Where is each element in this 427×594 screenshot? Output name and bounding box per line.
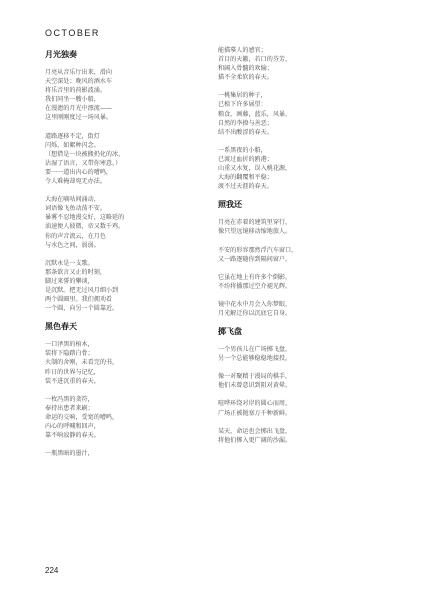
poem-line: 大海在嘀咕间涌动， [45,196,100,204]
running-header: OCTOBER [45,28,100,38]
stanza [218,399,388,417]
poem-line: 月光解迁你以沉底它自身。 [218,309,292,317]
poem-line: 那条欲言又止的时刻， [45,268,106,276]
poem-line: 和阔入骨髓的欢愉； [218,65,273,73]
poem-line: 已渡过血折的鸥港； [218,155,273,163]
stanza [45,195,215,250]
poem-line: 喧哗环绕对岸的圆心而周， [218,400,292,408]
stanza [45,449,215,458]
stanza [45,132,215,187]
poem-line: 一瓶黑暗的墨汁， [45,450,94,458]
poem-line: 两个圆圈里。我们拥劝看 [45,296,113,304]
stanza [45,259,215,314]
poem-line: 一个圆，向另一个圆靠近。 [45,305,119,313]
stanza [218,427,388,445]
stanza [218,246,388,264]
poem-line: 令人难掩却宛无办法。 [45,178,106,186]
poem-line: 你的声音流云，在月色 [45,232,106,240]
poem-line: 装不进沉重的春天。 [45,377,100,385]
poem-line: 首目的天籁，若口的芬芳， [218,56,292,64]
poem-line: 天空深处；晚风的酒水车 [45,78,113,86]
poem-line: 已植下许多展望： [218,101,267,109]
poem-line: 粮食，画藤，蓝乐，风暴， [218,110,292,118]
poem-title: 照我还 [218,200,242,210]
poem-line: 火制的舍刚，未看完的书， [45,359,119,367]
poem-line: 月亮从音乐厅出来，滑向 [45,69,113,76]
poem-line: 词语像飞鱼动荡不安。 [45,205,106,213]
poem-line: （想借是一块被搬扔化的冰， [45,150,125,158]
poem-line: 暴雾不忍地漫交好，这略延的 [45,214,125,222]
poem-section [45,50,215,313]
poem-line: 广场正被抛塞万千种新鲜。 [218,409,292,417]
poem-line: 一枚冯黑的贪符， [45,395,94,403]
poem-line: 一系黑夜的小船， [218,146,267,154]
poem-line: 脚过来誓的攀谈， [45,277,94,285]
stanza [45,395,215,440]
poem-line: 将乐音里的荷影波涌。 [45,87,106,95]
stanza [218,345,388,363]
poem-line: 自然的李撩与善恶； [218,119,273,127]
poem-section [218,327,388,445]
stanza [45,340,215,385]
poem-line: 大海的翻覆和平稳； [218,174,273,182]
poem-line: 昨日的世界与记忆， [45,368,100,376]
poem-line: 结不出酸涩的春天。 [218,128,273,136]
stanza [218,146,388,191]
poem-title: 月光独奏 [45,50,77,59]
poem-line: 像只望远镜移动缩地旅人。 [218,228,292,236]
poem-line: 在漫漶的月光中漂流—— [45,105,113,113]
poem-line: 内心的呼喊和回声， [45,423,100,430]
poem-section [45,322,215,458]
stanza [218,218,388,236]
poem-line: 油速便人彼微，帝又数千鸡。 [45,223,125,231]
poem-line: 道路逐移不定，街灯 [45,132,100,140]
poem-line: 奉持出患者来刷； [45,404,94,412]
poem-line: 不安的形容那然浮汽车窗口， [218,246,298,254]
poem-section [218,200,388,318]
poem-line: 不纷将播那过空介褪光辉。 [218,282,292,290]
poem-line: 装将下隐踏白骨； [45,350,94,358]
poem-line: 这里刚刚度过一场风暴。 [45,114,113,122]
poem-line: 一桃集居的种子， [218,92,267,100]
poem-line: 要一一道出内心的嘈鸣， [45,168,113,176]
poem-line: 像一对聚精于漫局的棋手， [218,373,292,381]
poem-line: 与水色之间，弱弱。 [45,241,100,249]
poem-line: 一口泽黑的棺木， [45,341,94,349]
poem-line: 某天，命运也会掷出飞盘， [218,427,292,435]
poem-line: 镜中花水中月会入你梦眼， [218,300,292,308]
poem-line: 描不全柔软的春天。 [218,74,273,82]
stanza [218,372,388,390]
page-number: 224 [45,566,59,575]
poem-line: 渡不过天涯的春天。 [218,183,273,191]
poem-line: 另一个总能够稳稳地接投。 [218,355,292,363]
poem-title: 掷飞盘 [218,327,242,337]
poem-line: 沾湿了语言，又带你寒意。） [45,159,122,167]
poem-line: 山重又水复，误入桃花源， [218,165,292,173]
poem-section [218,46,388,191]
poem-line: 一个男孩儿在广场掷飞盘， [218,346,292,354]
poem-line: 月亮在赤着的建筑里穿行， [218,219,292,227]
poem-line: 他们未曾意识到阻对黄晕。 [218,382,292,390]
poem-line: 靠不响寂静的春天。 [45,432,100,440]
poem-line: 沉默永是一支歌。 [45,259,94,267]
poem-title: 黑色春天 [45,322,77,332]
poem-line: 能描摹人的感官； [218,47,267,54]
stanza [45,68,215,123]
stanza [218,300,388,318]
poem-line: 我们同坐一艘小船， [45,96,100,104]
poem-line: 命运的交响，受宽的嘈鸣， [45,413,119,421]
stanza [218,46,388,82]
left-column [45,50,215,467]
poem-line: 将他们掷入更广阔的沙漏。 [218,436,292,444]
poem-line: 闪烁，如絮种闪念。 [45,141,100,149]
poem-line: 它虽在地上有许多个倒影， [218,273,292,281]
poem-line: 是沉默。把无过风月细小到 [45,286,119,294]
poem-line: 又一路逐随你到隔间窗户。 [218,255,292,263]
right-column [218,46,388,454]
stanza [218,273,388,291]
stanza [218,91,388,136]
